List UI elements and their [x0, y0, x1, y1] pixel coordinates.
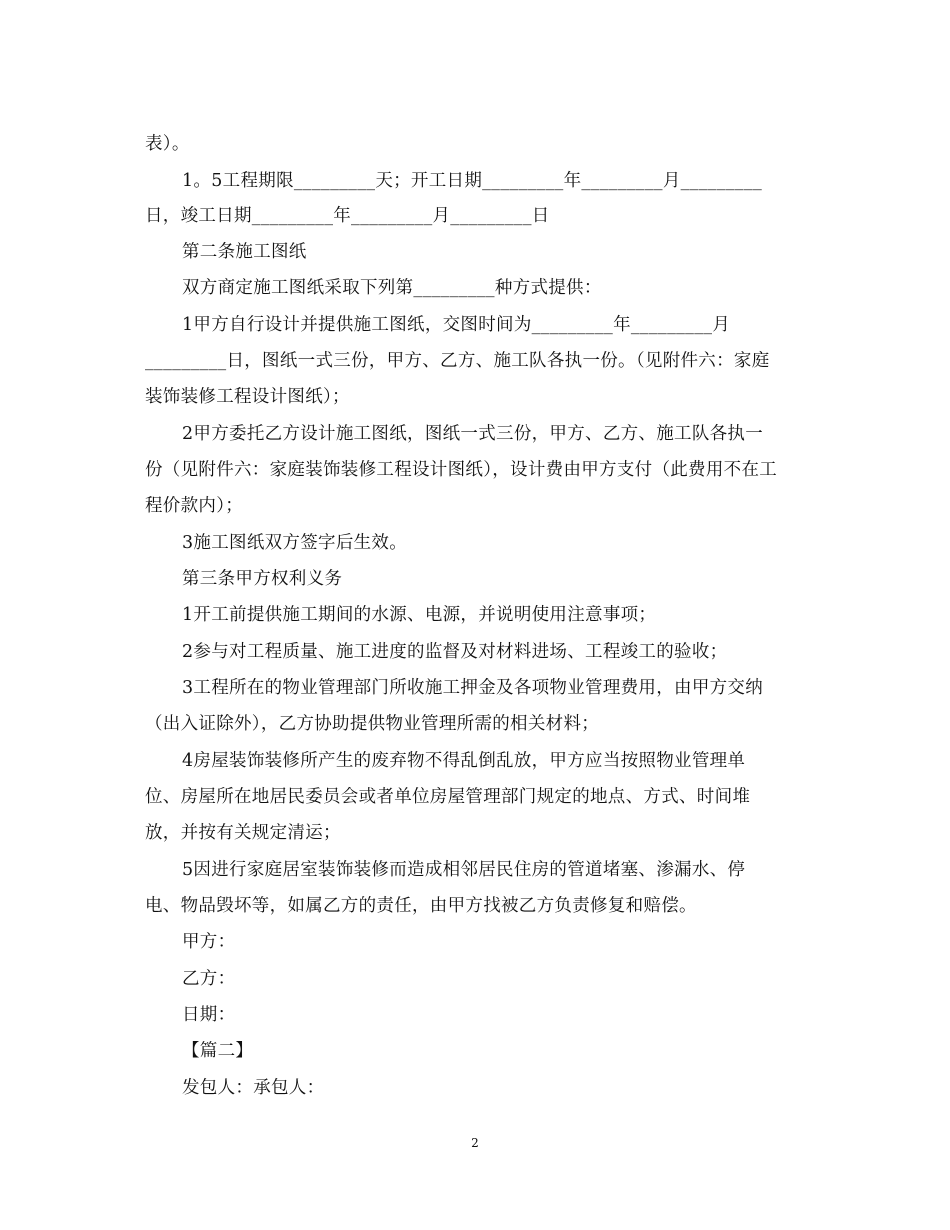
- section-heading: 第二条施工图纸: [182, 242, 307, 262]
- section-heading: 【篇二】: [182, 1041, 254, 1061]
- signature-label-party-b: 乙方：: [182, 969, 236, 989]
- text-line: 份（见附件六：家庭装饰装修工程设计图纸），设计费由甲方支付（此费用不在工: [145, 460, 778, 480]
- text-line: _________日，图纸一式三份，甲方、乙方、施工队各执一份。（见附件六：家庭: [145, 351, 770, 371]
- text-line: 1甲方自行设计并提供施工图纸，交图时间为_________年_________月: [182, 315, 731, 335]
- text-line: 程价款内）；: [145, 496, 244, 516]
- text-line: 日，竣工日期_________年_________月_________日: [145, 206, 550, 226]
- text-line: 2参与对工程质量、施工进度的监督及对材料进场、工程竣工的验收；: [182, 642, 728, 662]
- text-line: 装饰装修工程设计图纸）；: [145, 387, 350, 407]
- text-line: 3工程所在的物业管理部门所收施工押金及各项物业管理费用，由甲方交纳: [182, 678, 764, 698]
- text-line: 放，并按有关规定清运；: [145, 823, 341, 843]
- text-line: 位、房屋所在地居民委员会或者单位房屋管理部门规定的地点、方式、时间堆: [145, 787, 751, 807]
- text-line: 双方商定施工图纸采取下列第_________种方式提供：: [182, 278, 602, 298]
- text-line: 发包人：承包人：: [182, 1078, 325, 1098]
- signature-label-party-a: 甲方：: [182, 932, 236, 952]
- text-line: 1。5工程期限_________天；开工日期_________年_________月_________: [182, 171, 763, 191]
- text-line: 电、物品毁坏等，如属乙方的责任，由甲方找被乙方负责修复和赔偿。: [145, 896, 697, 916]
- text-line: 5因进行家庭居室装饰装修而造成相邻居民住房的管道堵塞、渗漏水、停: [182, 860, 746, 880]
- text-line: （出入证除外），乙方协助提供物业管理所需的相关材料；: [145, 714, 600, 734]
- section-heading: 第三条甲方权利义务: [182, 569, 343, 589]
- text-line: 4房屋装饰装修所产生的废弃物不得乱倒乱放，甲方应当按照物业管理单: [182, 751, 746, 771]
- text-line: 1开工前提供施工期间的水源、电源，并说明使用注意事项；: [182, 605, 657, 625]
- text-line: 2甲方委托乙方设计施工图纸，图纸一式三份，甲方、乙方、施工队各执一: [182, 424, 764, 444]
- date-label: 日期：: [182, 1005, 236, 1025]
- text-line: 表）。: [145, 134, 190, 154]
- text-line: 3施工图纸双方签字后生效。: [182, 533, 408, 553]
- page-number: 2: [471, 1136, 479, 1150]
